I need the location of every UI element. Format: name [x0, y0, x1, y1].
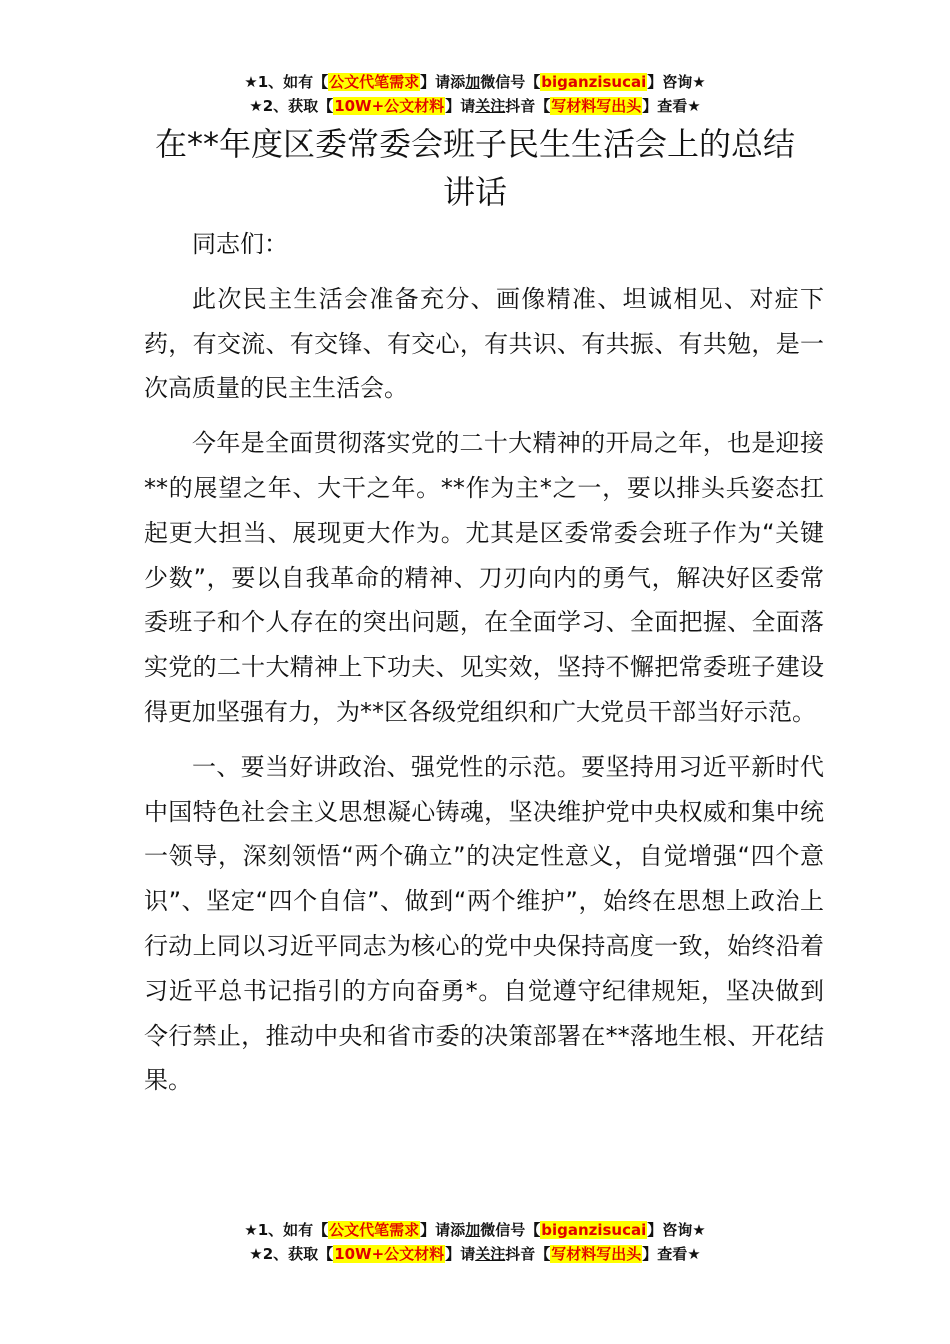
banner-line-2: ★2、获取【10W+公文材料】请关注抖音【写材料写出头】查看★ [249, 97, 701, 115]
document-title: 在**年度区委常委会班子民生生活会上的总结讲话 [154, 125, 795, 211]
paragraph-2: 今年是全面贯彻落实党的二十大精神的开局之年，也是迎接**的展望之年、大干之年。**作为主*之一，要以排头兵姿态扛起更大担当、展现更大作为。尤其是区委常委会班子作为“关键少数”，要以自我革命的精神、刀刃向内的勇气，解决好区委常委班子和个人存在的突出问题，在全面学习、全面把握、全面落实党的二十大精神上下功夫、见实效，坚持不懈把常委班子建设得更加坚强有力，为**区各级党组织和广大党员干部当好示范。 [144, 429, 824, 726]
document-body [144, 222, 824, 1113]
salutation: 同志们： [192, 230, 288, 258]
footer-banner [0, 1218, 950, 1266]
highlight-materials: 10W+公文材料 [334, 97, 445, 115]
paragraph-3: 一、要当好讲政治、强党性的示范。要坚持用习近平新时代中国特色社会主义思想凝心铸魂，坚决维护党中央权威和集中统一领导，深刻领悟“两个确立”的决定性意义，自觉增强“四个意识”、坚定“四个自信”、做到“两个维护”，始终在思想上政治上行动上同以习近平同志为核心的党中央保持高度一致，始终沿着习近平总书记指引的方向奋勇*。自觉遵守纪律规矩，坚决做到令行禁止，推动中央和省市委的决策部署在**落地生根、开花结果。 [144, 752, 824, 1095]
footer-line-1: ★1、如有【公文代笔需求】请添加微信号【biganzisucai】咨询★ [244, 1221, 706, 1239]
banner-line-1: ★1、如有【公文代笔需求】请添加微信号【biganzisucai】咨询★ [244, 73, 706, 91]
footer-line-2: ★2、获取【10W+公文材料】请关注抖音【写材料写出头】查看★ [249, 1245, 701, 1263]
paragraph-1: 此次民主生活会准备充分、画像精准、坦诚相见、对症下药，有交流、有交锋、有交心，有共识、有共振、有共勉，是一次高质量的民主生活会。 [144, 284, 824, 403]
highlight-douyin: 写材料写出头 [551, 97, 642, 115]
header-banner [0, 70, 950, 118]
highlight-wechat-id: biganzisucai [541, 73, 647, 91]
highlight-service: 公文代笔需求 [329, 73, 420, 91]
